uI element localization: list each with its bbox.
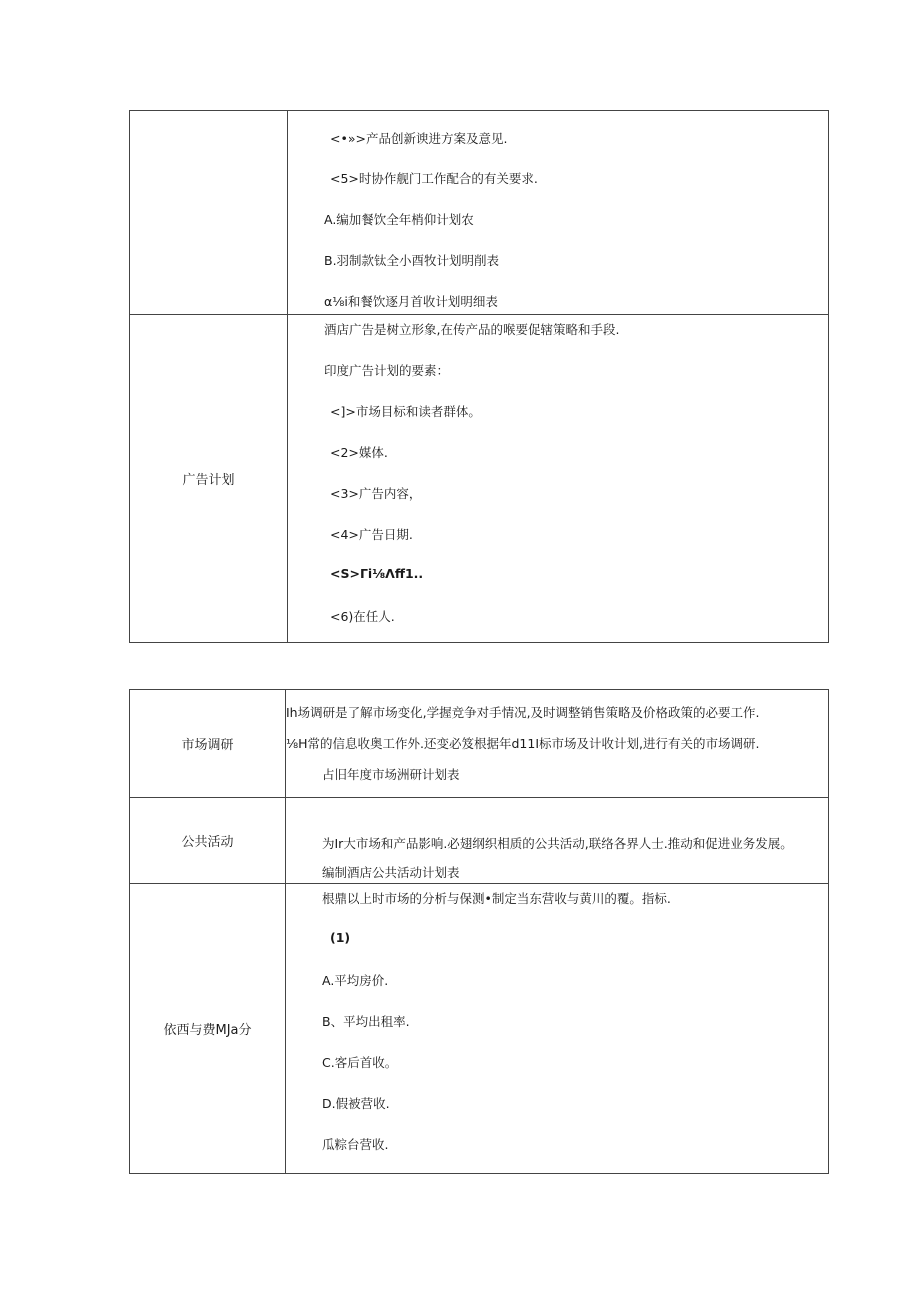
content-line: 占旧年度市场洲研计划表 — [322, 767, 460, 782]
content-line: α⅛i和餐饮逐月首收计划明细表 — [324, 294, 498, 309]
content-line: D.假被营收. — [322, 1096, 390, 1111]
content-line: 酒店广告是树立形象,在传产品的喉要促辖策略和手段. — [324, 322, 620, 337]
content-line: <S>Γi⅛Λff1.. — [330, 566, 424, 581]
content-line: <3>广告内容， — [330, 486, 422, 501]
row-label-empty — [130, 111, 288, 315]
content-line: <2>媒体. — [330, 445, 388, 460]
content-line: A.编加餐饮全年梢仰计划农 — [324, 212, 474, 227]
table-row — [130, 690, 829, 798]
content-line: 为Ir大市场和产品影响.必翅纲织相质的公共活动,联络各界人士.推动和促进业务发展。 — [322, 836, 793, 851]
row-content — [286, 798, 829, 884]
table-2 — [129, 689, 829, 1174]
row-content — [286, 690, 829, 798]
content-line: C.客后首收。 — [322, 1055, 398, 1070]
content-line: <6)在任人. — [330, 609, 395, 624]
row-label: 公共活动 — [130, 798, 286, 884]
content-line: 编制酒店公共活动计划表 — [322, 865, 460, 880]
row-content — [286, 884, 829, 1174]
content-line: 印度广告计划的要素： — [324, 363, 450, 378]
row-label: 市场调研 — [130, 690, 286, 798]
content-line: <]>市场目标和读者群体。 — [330, 404, 481, 419]
content-line: 瓜粽台营收. — [322, 1137, 389, 1152]
row-label: 依西与费MJa分 — [130, 884, 286, 1174]
content-line: Ih场调研是了解市场变化,学握竞争对手情况,及时调整销售策略及价格政策的必要工作. — [286, 705, 760, 720]
table-row — [130, 884, 829, 1174]
content-line: ⅛H常的信息收奥工作外.还变必笈根据年d11I标市场及计收计划,进行有关的市场调研. — [286, 736, 760, 751]
content-line: (1) — [330, 930, 351, 945]
row-label: 广告计划 — [130, 315, 288, 643]
content-line: 根鼎以上时市场的分析与保测•制定当东营收与黄川的覆。指标. — [322, 891, 671, 906]
content-line: B.羽制款钛全小酉牧计划明削表 — [324, 253, 500, 268]
content-line: <•»>产品创新谀进方案及意见. — [330, 131, 508, 146]
table-row — [130, 315, 829, 643]
content-line: A.平均房价. — [322, 973, 389, 988]
row-content — [288, 315, 829, 643]
row-content — [288, 111, 829, 315]
table-1 — [129, 110, 829, 643]
table-row — [130, 111, 829, 315]
table-row — [130, 798, 829, 884]
content-line: <5>时协作舰门工作配合的有关要求. — [330, 171, 538, 186]
content-line: B、平均出租率. — [322, 1014, 410, 1029]
content-line: <4>广告日期. — [330, 527, 413, 542]
